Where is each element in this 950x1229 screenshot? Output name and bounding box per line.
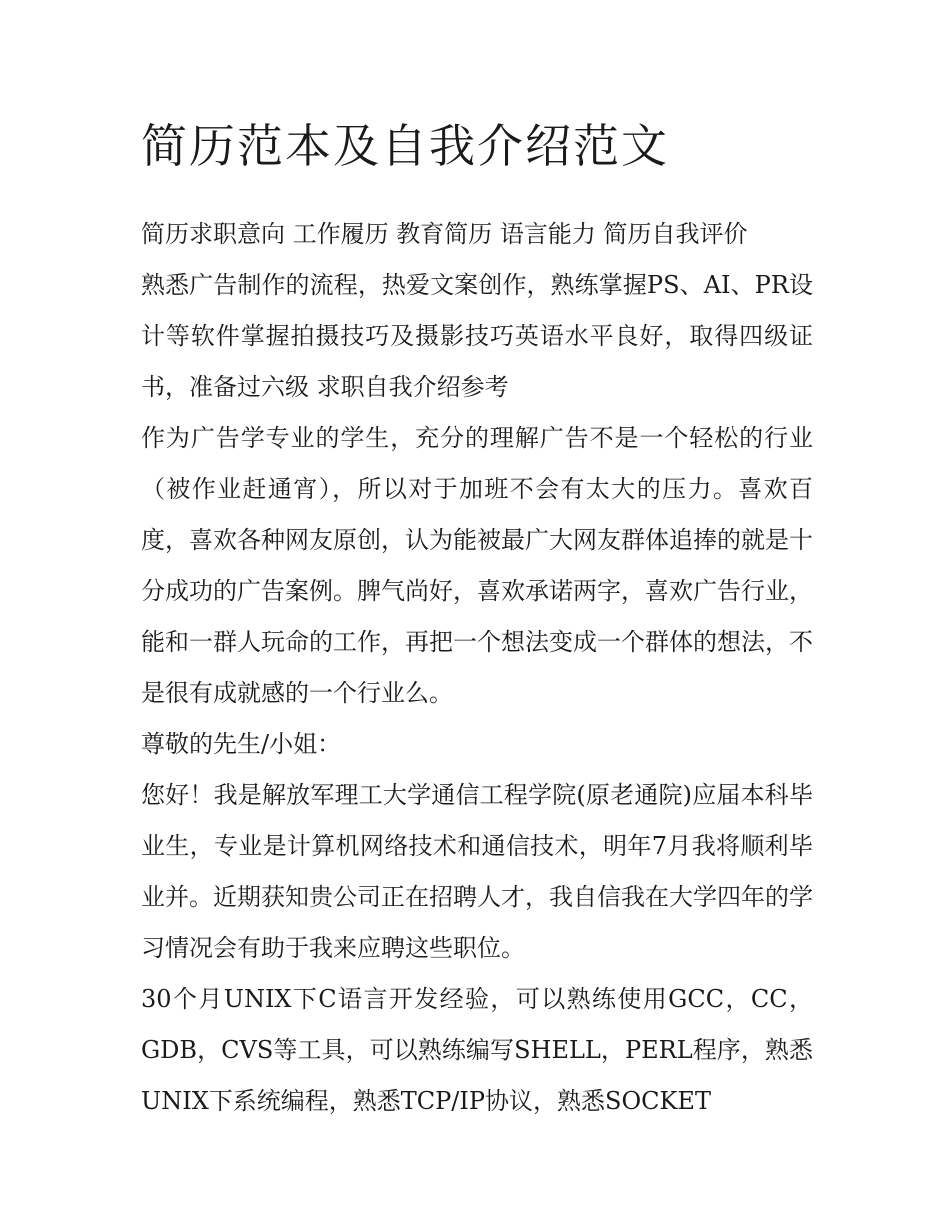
- self-introduction-paragraph: 作为广告学专业的学生，充分的理解广告不是一个轻松的行业（被作业赶通宵），所以对于加班不会有太大的压力。喜欢百度，喜欢各种网友原创，认为能被最广大网友群体追捧的就是十分成功的广告案例。脾气尚好，喜欢承诺两字，喜欢广告行业，能和一群人玩命的工作，再把一个想法变成一个群体的想法，不是很有成就感的一个行业么。: [141, 424, 813, 707]
- skills-paragraph: 熟悉广告制作的流程，热爱文案创作，熟练掌握PS、AI、PR设计等软件掌握拍摄技巧及摄影技巧英语水平良好，取得四级证书，准备过六级 求职自我介绍参考: [141, 271, 813, 401]
- experience-paragraph: 30个月UNIX下C语言开发经验，可以熟练使用GCC，CC，GDB，CVS等工具，可以熟练编写SHELL，PERL程序，熟悉UNIX下系统编程，熟悉TCP/IP协议，熟悉SOCKET: [141, 985, 813, 1115]
- resume-sections-line: 简历求职意向 工作履历 教育简历 语言能力 简历自我评价: [141, 220, 748, 248]
- document-body: [141, 108, 813, 1127]
- document-title: 简历范本及自我介绍范文: [141, 119, 669, 173]
- salutation: 尊敬的先生/小姐：: [141, 730, 342, 758]
- cover-letter-paragraph: 您好！我是解放军理工大学通信工程学院(原老通院)应届本科毕业生，专业是计算机网络技术和通信技术，明年7月我将顺利毕业并。近期获知贵公司正在招聘人才，我自信我在大学四年的学习情况会有助于我来应聘这些职位。: [141, 781, 813, 962]
